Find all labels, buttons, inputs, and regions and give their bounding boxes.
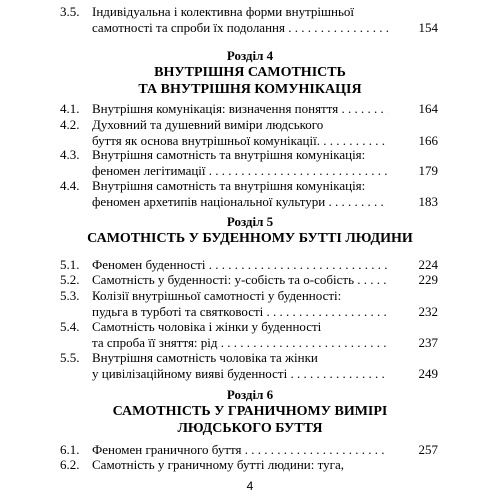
entry-title-line: Внутрішня самотність та внутрішня комунікація: — [92, 147, 366, 162]
toc-entry-5-4 — [60, 319, 438, 351]
section-4-heading — [0, 47, 500, 98]
entry-number: 5.2. — [60, 272, 80, 287]
entry-page-number: 257 — [418, 442, 438, 457]
entry-page-number: 232 — [418, 304, 438, 319]
entry-number: 4.3. — [60, 147, 80, 162]
toc-entry-5-3 — [60, 288, 438, 320]
toc-entry-4-3 — [60, 147, 438, 179]
entry-page-number: 183 — [418, 194, 438, 209]
entry-title-line: Індивідуальна і колективна форми внутрішньої — [92, 4, 355, 19]
entry-title-line: Внутрішня самотність та внутрішня комунікація: — [92, 178, 366, 193]
entry-number: 3.5. — [60, 4, 80, 19]
entry-title-line: Самотність у буденності: у-собість та о-собість . . . — [92, 272, 388, 288]
entry-title-line: Феномен граничного буття . . . — [92, 442, 388, 458]
entry-page-number: 229 — [418, 272, 438, 287]
toc-entry-5-1 — [60, 257, 438, 273]
entry-page-number: 154 — [418, 20, 438, 35]
section-label: Розділ 6 — [226, 387, 274, 402]
entry-title-line: пудьга в турботі та святковості . . . — [92, 304, 388, 320]
entry-number: 5.1. — [60, 257, 80, 272]
section-title-line: ТА ВНУТРІШНЯ КОМУНІКАЦІЯ — [138, 82, 362, 97]
entry-title-line: Колізії внутрішньої самотності у буденності: — [92, 288, 342, 303]
entry-number: 5.4. — [60, 319, 80, 334]
entry-number: 6.1. — [60, 442, 80, 457]
section-title-line: ЛЮДСЬКОГО БУТТЯ — [177, 421, 323, 436]
entry-title-line: Самотність чоловіка і жінки у буденності — [92, 319, 322, 334]
entry-title-line: Феномен буденності . . . — [92, 257, 388, 273]
toc-entry-5-2 — [60, 272, 438, 288]
section-5-heading — [0, 213, 500, 247]
page-number: 4 — [246, 479, 254, 493]
section-title-line: САМОТНІСТЬ У БУДЕННОМУ БУТТІ ЛЮДИНИ — [87, 231, 413, 246]
entry-number: 4.1. — [60, 101, 80, 116]
toc-entry-5-5 — [60, 350, 438, 382]
entry-title-line: у цивілізаційному вияві буденності . . . — [92, 366, 388, 382]
entry-page-number: 179 — [418, 163, 438, 178]
toc-entry-6-1 — [60, 442, 438, 458]
toc-entry-4-2 — [60, 117, 438, 149]
entry-title-line: феномен легітимації . . . — [92, 163, 388, 179]
entry-title-line: буття як основа внутрішньої комунікації. . . . — [92, 133, 388, 149]
entry-number: 5.5. — [60, 350, 80, 365]
entry-title-line: самотності та спроби їх подолання . . . — [92, 20, 388, 36]
section-label: Розділ 5 — [226, 214, 274, 229]
entry-page-number: 164 — [418, 101, 438, 116]
section-label: Розділ 4 — [226, 48, 274, 63]
entry-title-line: Внутрішня комунікація: визначення поняття . . . — [92, 101, 388, 117]
entry-number: 5.3. — [60, 288, 80, 303]
toc-entry-4-1 — [60, 101, 438, 117]
entry-number: 4.4. — [60, 178, 80, 193]
entry-title-line: феномен архетипів національної культури . . . — [92, 194, 388, 210]
entry-page-number: 166 — [418, 133, 438, 148]
toc-entry-3-5 — [60, 4, 438, 36]
entry-page-number: 249 — [418, 366, 438, 381]
section-6-heading — [0, 386, 500, 437]
entry-page-number: 237 — [418, 335, 438, 350]
toc-entry-6-2 — [60, 457, 438, 473]
section-title-line: ВНУТРІШНЯ САМОТНІСТЬ — [154, 65, 346, 80]
entry-title-line: Самотність у граничному бутті людини: туга, — [92, 457, 344, 472]
entry-number: 6.2. — [60, 457, 80, 472]
entry-number: 4.2. — [60, 117, 80, 132]
toc-entry-4-4 — [60, 178, 438, 210]
entry-title-line: та спроба її зняття: рід . . . — [92, 335, 388, 351]
entry-title-line: Духовний та душевний виміри людського — [92, 117, 324, 132]
entry-title-line: Внутрішня самотність чоловіка та жінки — [92, 350, 318, 365]
section-title-line: САМОТНІСТЬ У ГРАНИЧНОМУ ВИМІРІ — [112, 404, 388, 419]
entry-page-number: 224 — [418, 257, 438, 272]
